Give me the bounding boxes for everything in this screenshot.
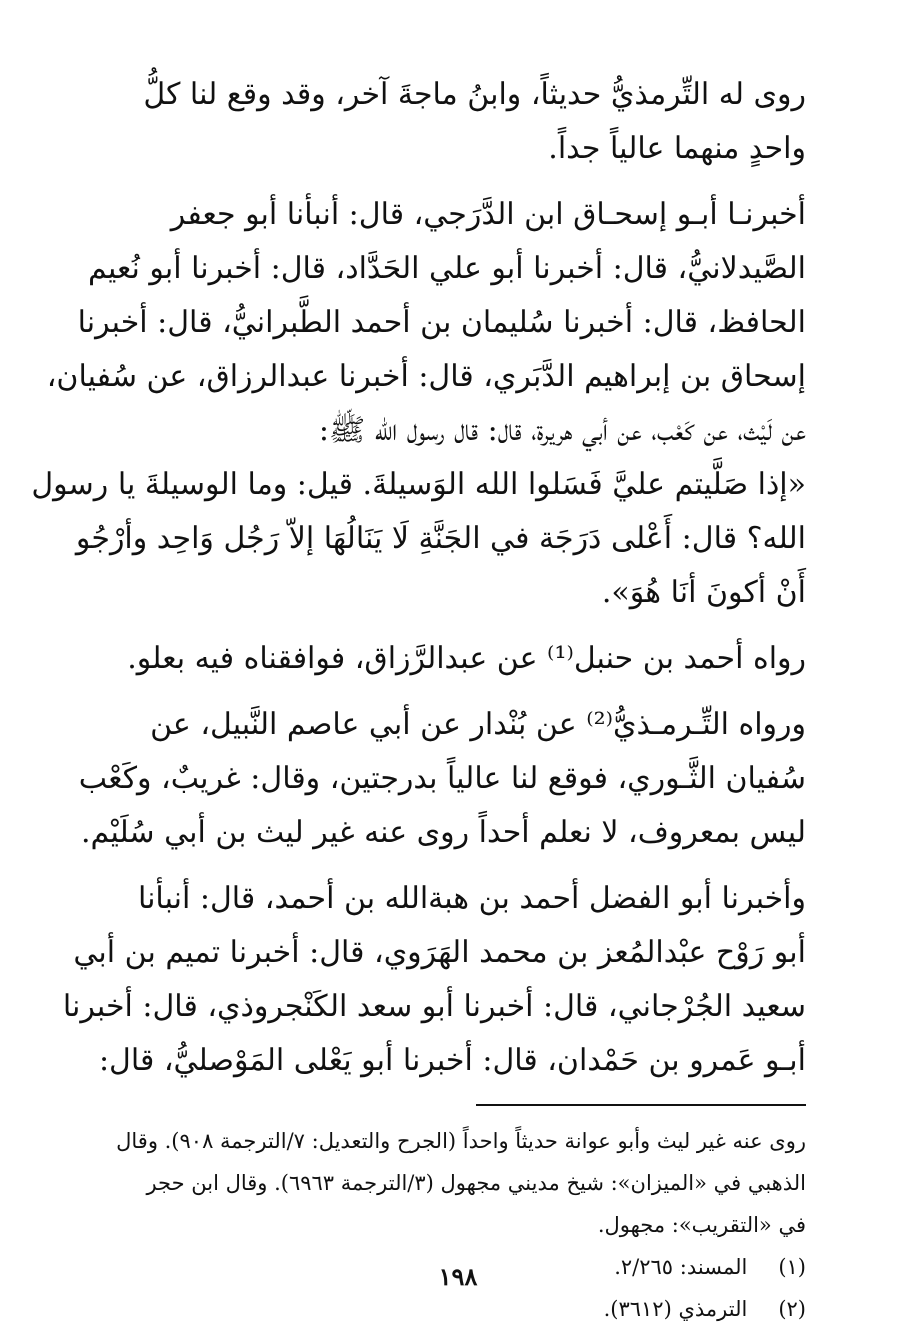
- footnotes: [100, 1120, 806, 1330]
- footnote-number: (١): [778, 1255, 806, 1279]
- footnote-separator: [476, 1104, 806, 1106]
- footnote-text: المسند: ٢/٢٦٥.: [614, 1255, 748, 1279]
- text-line: أخبرنـا أبـو إسحـاق ابن الدَّرَجي، قال: أنبأنا أبو جعفر: [170, 197, 806, 232]
- main-text: [31, 68, 806, 1088]
- footnote-continuation-line: الذهبي في «الميزان»: شيخ مديني مجهول (٣/الترجمة ٦٩٦٣). وقال ابن حجر: [146, 1171, 806, 1195]
- text-line: الله؟ قال: أَعْلى دَرَجَة في الجَنَّةِ لَا يَنَالُهَا إلاّ رَجُل وَاحِد وأرْجُو: [75, 521, 806, 556]
- text-line: وأخبرنا أبو الفضل أحمد بن هبةالله بن أحمد، قال: أنبأنا: [137, 881, 806, 916]
- text-line: روى له التِّرمذيُّ حديثاً، وابنُ ماجةَ آخر، وقد وقع لنا كلُّ: [143, 77, 806, 112]
- paragraph-3: [100, 632, 806, 686]
- footnote-continuation-line: في «التقريب»: مجهول.: [597, 1213, 806, 1237]
- text-line: ورواه التِّـرمـذيُّ⁽²⁾ عن بُنْدار عن أبي عاصم النَّبيل، عن: [150, 707, 806, 742]
- paragraph-1: [100, 68, 806, 176]
- footnote-number: (٢): [778, 1297, 806, 1321]
- text-line: سُفيان الثَّـوري، فوقع لنا عالياً بدرجتين، وقال: غريبٌ، وكَعْب: [78, 761, 806, 796]
- paragraph-4: [78, 698, 806, 860]
- page-number: ١٩٨: [438, 1262, 478, 1291]
- text-line: الصَّيدلانيُّ، قال: أخبرنا أبو علي الحَدَّاد، قال: أخبرنا أبو نُعيم: [88, 251, 806, 286]
- paragraph-5: [62, 872, 806, 1088]
- text-line: أبو رَوْح عبْدالمُعز بن محمد الهَرَوي، قال: أخبرنا تميم بن أبي: [73, 935, 806, 970]
- text-line: رواه أحمد بن حنبل⁽¹⁾ عن عبدالرَّزاق، فوافقناه فيه بعلو.: [127, 641, 806, 676]
- footnote-text: الترمذي (٣٦١٢).: [603, 1297, 748, 1321]
- paragraph-2: [31, 188, 806, 620]
- text-line: سعيد الجُرْجاني، قال: أخبرنا أبو سعد الكَنْجروذي، قال: أخبرنا: [62, 989, 806, 1024]
- text-line: أَنْ أكونَ أنَا هُوَ».: [601, 575, 806, 610]
- text-line: عن لَيْث، عن كَعْب، عن أبي هريرة، قال: قال رسول الله ﷺ:: [318, 413, 806, 448]
- text-line: أبـو عَمرو بن حَمْدان، قال: أخبرنا أبو يَعْلى المَوْصليُّ، قال:: [98, 1043, 806, 1078]
- text-line: الحافظ، قال: أخبرنا سُليمان بن أحمد الطَّبرانيُّ، قال: أخبرنا: [77, 305, 806, 340]
- footnote-2: [100, 1288, 806, 1330]
- text-line: «إذا صَلَّيتم عليَّ فَسَلوا الله الوَسيلةَ. قيل: وما الوسيلةَ يا رسول: [31, 467, 806, 502]
- footnote-continuation-line: روى عنه غير ليث وأبو عوانة حديثاً واحداً (الجرح والتعديل: ٧/الترجمة ٩٠٨). وقال: [116, 1129, 806, 1153]
- text-line: ليس بمعروف، لا نعلم أحداً روى عنه غير ليث بن أبي سُلَيْم.: [80, 815, 806, 850]
- text-line: إسحاق بن إبراهيم الدَّبَري، قال: أخبرنا عبدالرزاق، عن سُفيان،: [46, 359, 806, 394]
- text-line: واحدٍ منهما عالياً جداً.: [548, 131, 806, 166]
